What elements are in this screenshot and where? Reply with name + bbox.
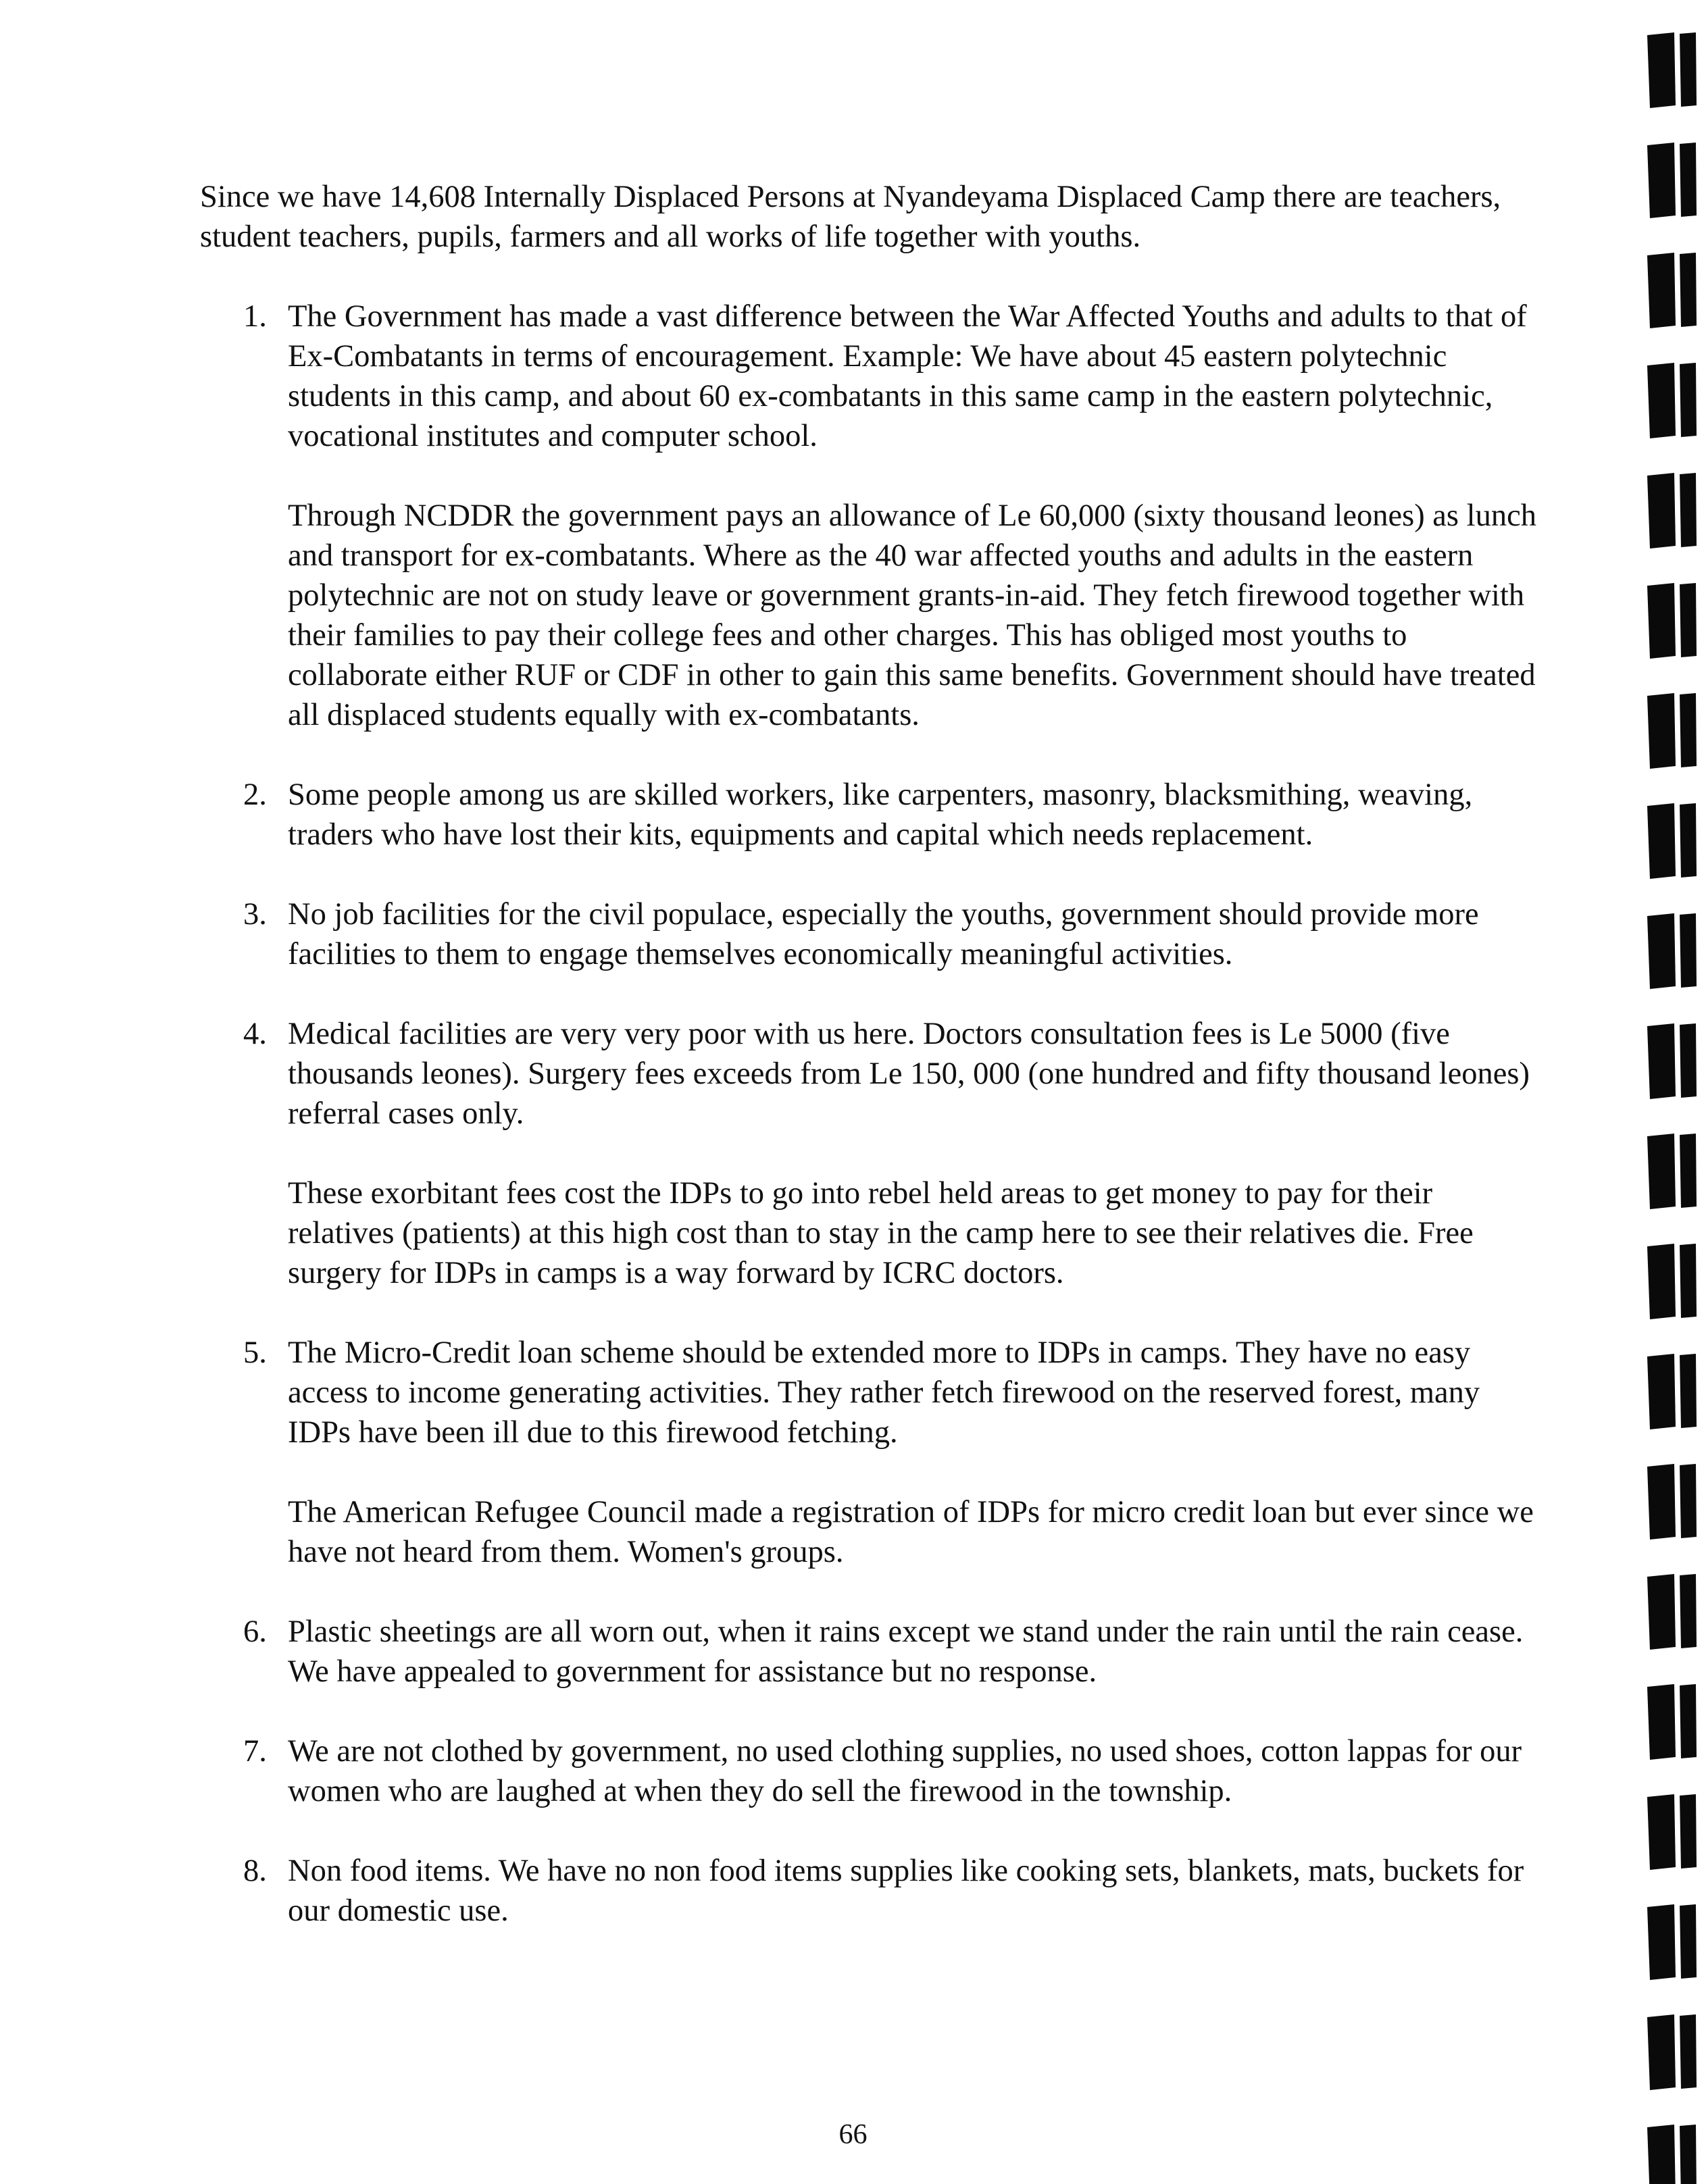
list-item <box>200 1014 1545 1293</box>
list-item-number: 4. <box>243 1017 267 1051</box>
list-item-paragraph: Non food items. We have no non food items supplies like cooking sets, blankets, mats, buckets for our domestic use. <box>288 1854 1524 1928</box>
binding-mark <box>1647 583 1697 659</box>
binding-mark <box>1647 363 1697 438</box>
list-item <box>200 297 1545 735</box>
binding-mark <box>1647 473 1697 549</box>
list-item-paragraph: Plastic sheetings are all worn out, when it rains except we stand under the rain until the rain cease. We have appealed to government for assistance but no response. <box>288 1615 1524 1689</box>
list-item-number: 3. <box>243 897 267 932</box>
binding-marks-graphic <box>1642 0 1706 2184</box>
list-item-paragraph: Medical facilities are very very poor with us here. Doctors consultation fees is Le 5000 (five thousands leones). Surgery fees exceeds from Le 150, 000 (one hundred and fifty thousand leones) referral cases only. <box>288 1017 1530 1131</box>
list-item-number: 7. <box>243 1734 267 1769</box>
list-item-number: 2. <box>243 778 267 812</box>
binding-mark <box>1647 1684 1697 1760</box>
binding-mark <box>1647 1904 1697 1980</box>
list-item-paragraph: No job facilities for the civil populace, especially the youths, government should provide more facilities to them to engage themselves economically meaningful activities. <box>288 897 1479 971</box>
list-item <box>200 1612 1545 1692</box>
binding-mark <box>1647 1354 1697 1429</box>
binding-mark <box>1647 253 1697 328</box>
binding-mark <box>1647 913 1697 989</box>
list-item-paragraph: Some people among us are skilled workers, like carpenters, masonry, blacksmithing, weaving, traders who have lost their kits, equipments and capital which needs replacement. <box>288 778 1473 852</box>
page-number: 66 <box>838 2119 868 2150</box>
binding-mark <box>1647 2125 1697 2184</box>
binding-mark <box>1647 143 1697 218</box>
list-item-paragraph: The Micro-Credit loan scheme should be extended more to IDPs in camps. They have no easy access to income generating activities. They rather fetch firewood on the reserved forest, many IDPs have been ill due to this firewood fetching. <box>288 1336 1480 1450</box>
list-item-paragraph: The Government has made a vast difference between the War Affected Youths and adults to that of Ex-Combatants in terms of encouragement. Example: We have about 45 eastern polytechnic students in this camp, and about 60 ex-combatants in this same camp in the eastern polytechnic, vocational institutes and computer school. <box>288 299 1527 453</box>
body-text <box>200 177 1545 1971</box>
list-item <box>200 1731 1545 1811</box>
binding-mark <box>1647 803 1697 879</box>
binding-edge <box>1642 0 1706 2184</box>
binding-mark <box>1647 693 1697 769</box>
binding-mark <box>1647 1794 1697 1870</box>
list-item <box>200 1333 1545 1572</box>
list-item-number: 1. <box>243 299 267 334</box>
binding-mark <box>1647 32 1697 108</box>
list-item-paragraph: We are not clothed by government, no used clothing supplies, no used shoes, cotton lappas for our women who are laughed at when they do sell the firewood in the township. <box>288 1734 1522 1808</box>
binding-mark <box>1647 1134 1697 1209</box>
list-item-number: 6. <box>243 1615 267 1649</box>
binding-mark <box>1647 2014 1697 2090</box>
list-item-paragraph: These exorbitant fees cost the IDPs to go into rebel held areas to get money to pay for their relatives (patients) at this high cost than to stay in the camp here to see their relatives die. Free surgery for IDPs in camps is a way forward by ICRC doctors. <box>288 1176 1474 1290</box>
list-item <box>200 775 1545 855</box>
binding-mark <box>1647 1574 1697 1650</box>
list-item-number: 8. <box>243 1854 267 1888</box>
list-item-paragraph: The American Refugee Council made a registration of IDPs for micro credit loan but ever since we have not heard from them. Women's groups. <box>288 1495 1534 1569</box>
binding-mark <box>1647 1023 1697 1099</box>
binding-mark <box>1647 1244 1697 1319</box>
binding-mark <box>1647 1464 1697 1540</box>
intro-paragraph: Since we have 14,608 Internally Displaced Persons at Nyandeyama Displaced Camp there are teachers, student teachers, pupils, farmers and all works of life together with youths. <box>200 180 1501 254</box>
list-item <box>200 894 1545 974</box>
numbered-list <box>200 297 1545 1931</box>
list-item-paragraph: Through NCDDR the government pays an allowance of Le 60,000 (sixty thousand leones) as lunch and transport for ex-combatants. Where as the 40 war affected youths and adults in the eastern polytechnic are not on study leave or government grants-in-aid. They fetch firewood together with their families to pay their college fees and other charges. This has obliged most youths to collaborate either RUF or CDF in other to gain this same benefits. Government should have treated all displaced students equally with ex-combatants. <box>288 499 1536 732</box>
list-item-number: 5. <box>243 1336 267 1370</box>
list-item <box>200 1851 1545 1931</box>
